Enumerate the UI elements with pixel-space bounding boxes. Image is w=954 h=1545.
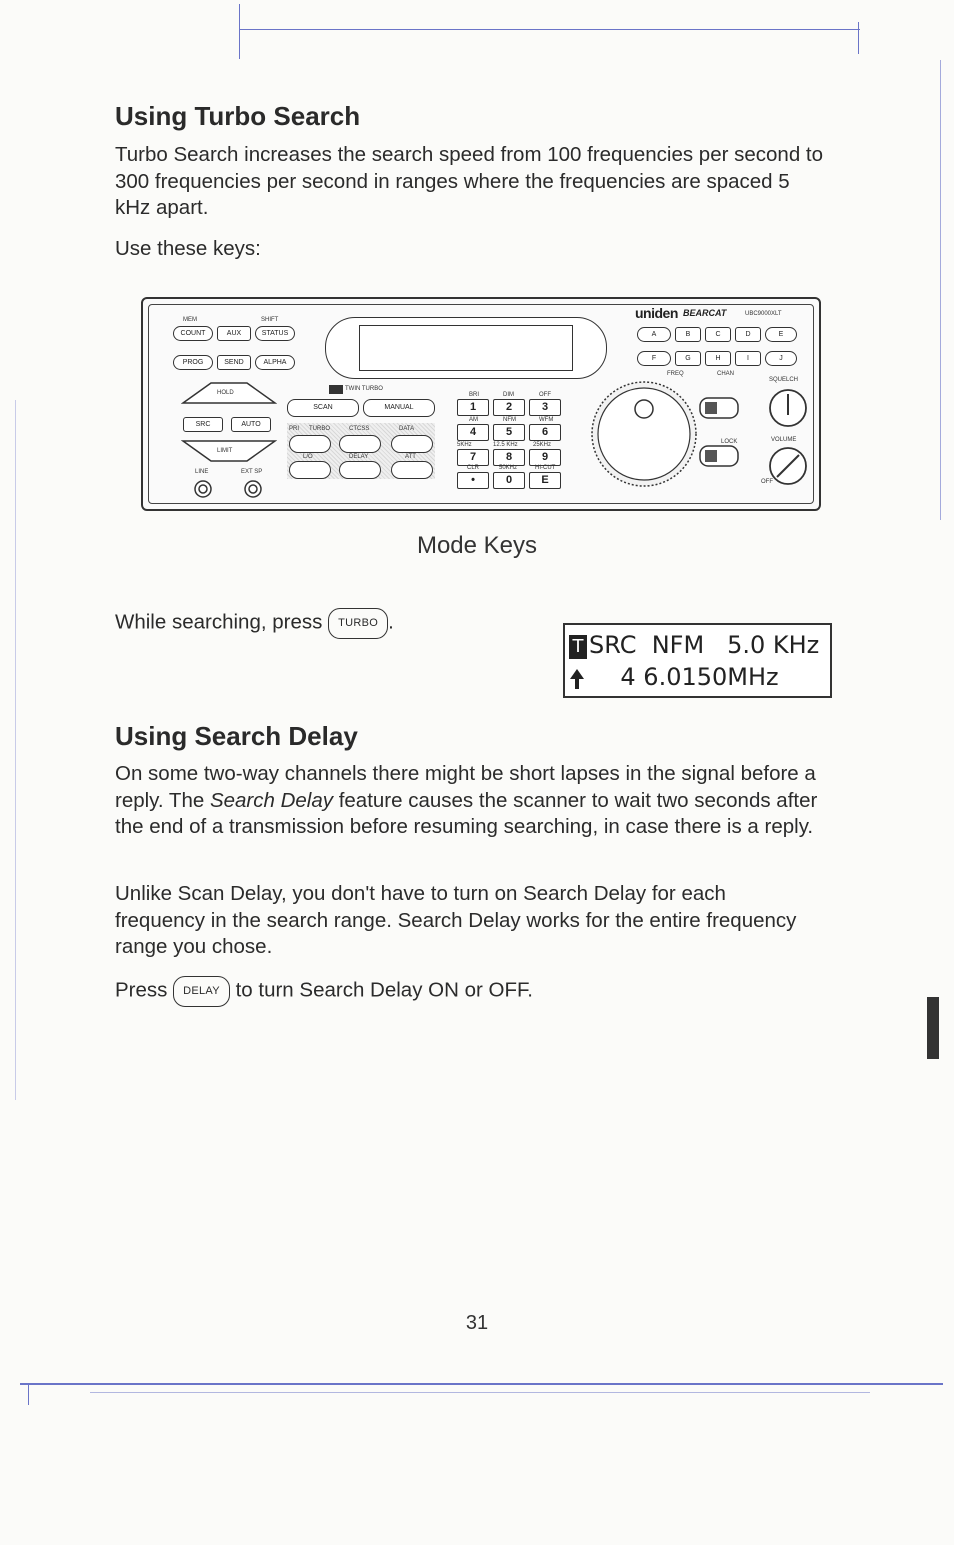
heading-turbo-search: Using Turbo Search [115,101,361,131]
50khz-label: 50KHz [499,465,518,471]
brand-uniden: uniden [635,305,678,321]
hi-cut-label: HI-CUT [535,465,556,471]
bottom-rule [20,1383,943,1385]
volume-knob-icon[interactable] [767,445,809,487]
panel-lcd-window [359,325,573,371]
right-edge-bar [927,997,939,1059]
count-key[interactable]: COUNT [173,326,213,341]
instruction-text: While searching, press [115,610,323,634]
key-d[interactable]: D [735,327,761,342]
freq-label: FREQ [667,371,684,377]
twin-turbo-badge [329,385,343,394]
key-8[interactable]: 8 [493,449,525,466]
twin-turbo-label: TWIN TURBO [345,386,383,392]
right-margin-rule [940,60,941,520]
5khz-label: 5KHz [457,442,472,448]
chan-label: CHAN [717,371,735,377]
display-row-1: SRC NFM 5.0 KHz [589,631,820,659]
line-label: LINE [195,469,209,475]
bottom-left-tick [28,1383,29,1405]
turbo-key-inline: TURBO [328,608,388,639]
att-key[interactable] [391,461,433,479]
off-label-top: OFF [539,392,551,398]
alpha-key[interactable]: ALPHA [255,355,295,370]
lock-rocker-icon[interactable] [699,445,739,467]
key-5[interactable]: 5 [493,424,525,441]
lo-label: L/O [303,454,313,460]
search-delay-description [115,761,835,841]
key-a[interactable]: A [637,327,671,342]
freq-rocker-icon[interactable] [699,397,739,419]
delay-label: DELAY [349,454,369,460]
brand-bearcat: BEARCAT [683,308,727,318]
lo-key[interactable] [289,461,331,479]
search-delay-scope: Unlike Scan Delay, you don't have to turn on Search Delay for each frequency in the search range. Search Delay works for the entire frequency range you chose. [115,882,797,958]
key-e[interactable]: E [529,472,561,489]
turbo-label: TURBO [309,426,330,432]
scan-key[interactable]: SCAN [287,399,359,417]
press-end: to turn Search Delay ON or OFF. [235,978,533,1002]
key-e-letter[interactable]: E [765,327,797,342]
line-jack-icon [193,479,213,499]
press-label: Press [115,978,168,1002]
model-label: UBC9000XLT [745,311,782,317]
data-key[interactable] [391,435,433,453]
shift-label: SHIFT [261,317,279,323]
key-h[interactable]: H [705,351,731,366]
key-dot[interactable]: • [457,472,489,489]
25khz-label: 25KHz [533,442,552,448]
left-margin-rule [15,400,16,1100]
aux-key[interactable]: AUX [217,326,251,341]
clr-label: CLR [467,465,480,471]
hold-label: HOLD [217,390,234,396]
heading-search-delay: Using Search Delay [115,721,358,751]
search-delay-emphasis: Search Delay [209,788,334,812]
key-1[interactable]: 1 [457,399,489,416]
squelch-label: SQUELCH [769,377,799,383]
prog-key[interactable]: PROG [173,355,213,370]
key-0[interactable]: 0 [493,472,525,489]
key-2[interactable]: 2 [493,399,525,416]
key-3[interactable]: 3 [529,399,561,416]
top-left-tick [239,4,240,59]
key-j[interactable]: J [765,351,797,366]
turbo-key[interactable] [289,435,331,453]
src-key[interactable]: SRC [183,417,223,432]
manual-key[interactable]: MANUAL [363,399,435,417]
am-label: AM [469,417,478,423]
att-label: ATT [405,454,416,460]
page-number: 31 [465,1312,489,1334]
auto-key[interactable]: AUTO [231,417,271,432]
delay-key[interactable] [339,461,381,479]
instruction-delay [115,976,835,1007]
key-b[interactable]: B [675,327,701,342]
ext-sp-label: EXT SP [241,469,263,475]
display-row-2: 4 6.0150MHz [567,663,779,691]
limit-label: LIMIT [217,448,233,454]
key-6[interactable]: 6 [529,424,561,441]
ext-sp-jack-icon [243,479,263,499]
scanner-front-panel [141,297,821,511]
wfm-label: WFM [539,417,554,423]
bottom-rule-2 [90,1392,870,1393]
key-f[interactable]: F [637,351,671,366]
status-key[interactable]: STATUS [255,326,295,341]
pri-label: PRI [289,426,300,432]
para-end: feature causes the scanner to wait two seconds after the end of a transmission before resuming searching, in case there is a reply. [115,788,818,838]
key-c[interactable]: C [705,327,731,342]
lock-label: LOCK [721,439,738,445]
instruction-end: . [388,610,394,634]
off-label: OFF [761,479,773,485]
turbo-indicator: T [569,635,587,659]
search-display [563,623,832,698]
key-7[interactable]: 7 [457,449,489,466]
figure-caption: Mode Keys [416,532,538,559]
top-right-tick [858,22,859,54]
mem-label: MEM [183,317,197,323]
turbo-search-description: Turbo Search increases the search speed from 100 frequencies per second to 300 frequencies per second in ranges where the frequencies are spaced 5 kHz apart. [115,143,824,219]
use-these-keys: Use these keys: [115,237,261,260]
para-start: On some two-way channels there might be short lapses in the signal before a reply. The [115,762,816,812]
bri-label: BRI [469,392,480,398]
key-9[interactable]: 9 [529,449,561,466]
top-rule [240,29,860,30]
12-5khz-label: 12.5 KHz [493,442,518,448]
key-4[interactable]: 4 [457,424,489,441]
volume-label: VOLUME [771,437,797,443]
tuning-dial-icon[interactable] [589,379,699,489]
ctcss-label: CTCSS [349,426,370,432]
ctcss-key[interactable] [339,435,381,453]
delay-key-inline: DELAY [173,976,230,1007]
data-label: DATA [399,426,415,432]
squelch-knob-icon[interactable] [767,387,809,429]
key-g[interactable]: G [675,351,701,366]
nfm-label: NFM [503,417,516,423]
key-i[interactable]: I [735,351,761,366]
dim-label: DIM [503,392,514,398]
send-key[interactable]: SEND [217,355,251,370]
